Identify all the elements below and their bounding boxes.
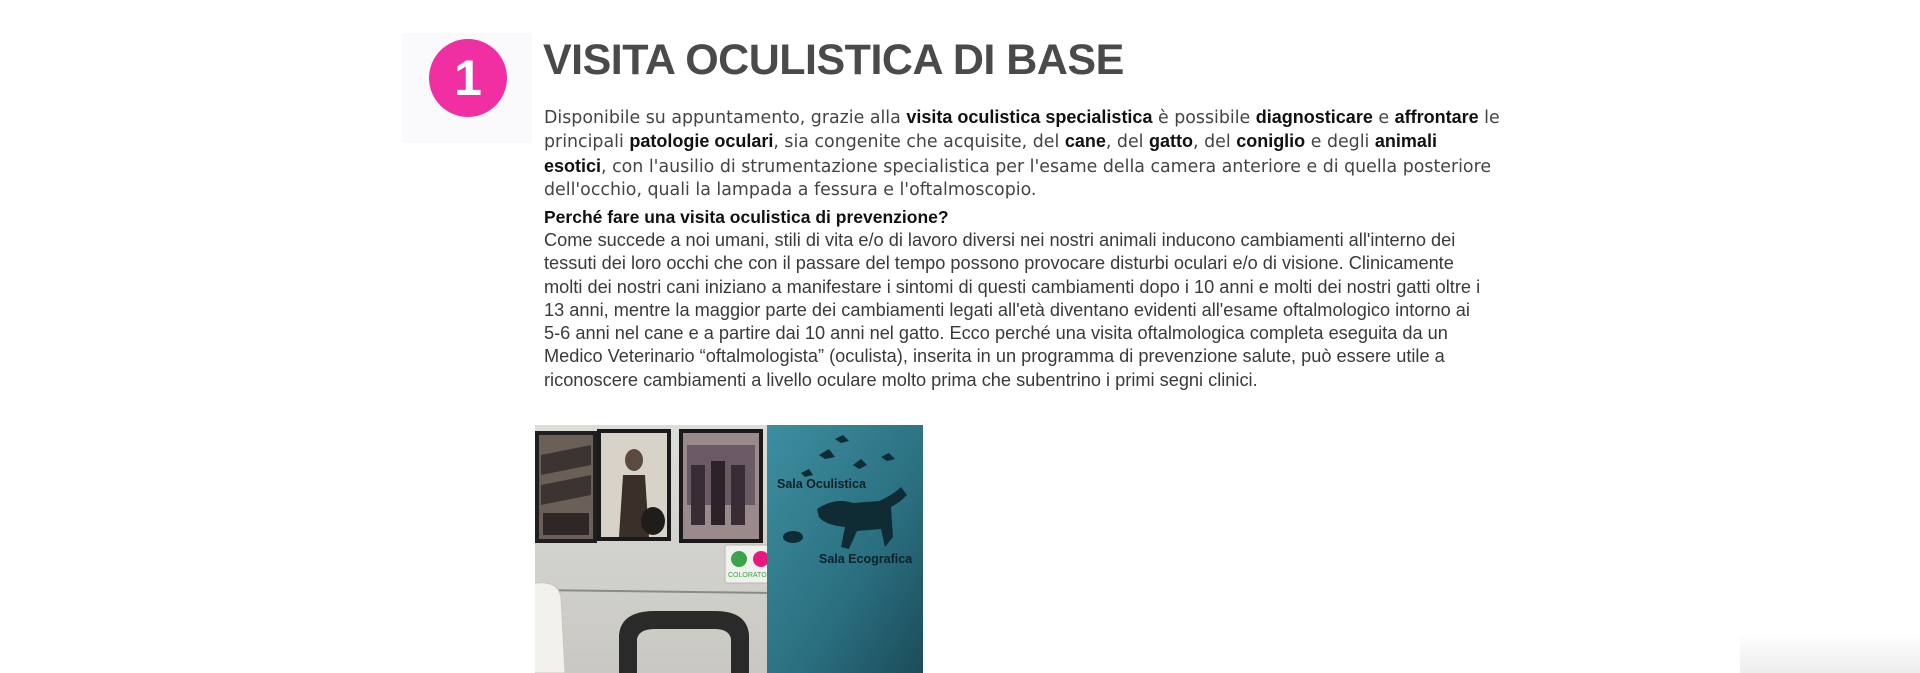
- step-number-box: [402, 33, 532, 143]
- intro-text: , del: [1105, 132, 1150, 153]
- section-question-heading: Perché fare una visita oculistica di prevenzione?: [544, 207, 949, 227]
- intro-bold-term: visita oculistica specialistica: [906, 107, 1153, 127]
- intro-bold-term: affrontare: [1394, 107, 1479, 127]
- intro-bold-term: gatto: [1149, 131, 1194, 152]
- intro-text: , del: [1193, 132, 1237, 153]
- intro-bold-term: patologie oculari: [629, 131, 774, 152]
- intro-bold-term: cane: [1064, 131, 1106, 152]
- intro-text: è possibile: [1152, 108, 1256, 128]
- eye-room-sign: Sala Oculistica: [777, 477, 866, 491]
- page-title: VISITA OCULISTICA DI BASE: [543, 36, 1124, 84]
- intro-text: , sia congenite che acquisite, del: [773, 132, 1065, 153]
- intro-text: Disponibile su appuntamento, grazie alla: [544, 108, 907, 128]
- ultrasound-room-sign: Sala Ecografica: [819, 552, 913, 566]
- section-answer-paragraph: Come succede a noi umani, stili di vita e/o di lavoro diversi nei nostri animali inducono cambiamenti all'interno dei tessuti dei loro occhi che con il passare del tempo possono provocare disturbi oculari e/o di visione. Clinicamente molti dei nostri cani iniziano a manifestare i sintomi di questi cambiamenti dopo i 10 anni e molti dei nostri gatti oltre i 13 anni, mentre la maggior parte dei cambiamenti legati all'età diventano evidenti all'esame oftalmologico intorno ai 5-6 anni nel cane e a partire dai 10 anni nel gatto. Ecco perché una visita oftalmologica completa eseguita da un Medico Veterinario “oftalmologista” (oculista), inserita in un programma di prevenzione salute, può essere utile a riconoscere cambiamenti a livello oculare molto prima che subentrino i primi segni clinici.: [544, 230, 1481, 390]
- clinic-logo-text: COLORATO: [728, 572, 767, 579]
- clinic-hallway-photo: [535, 425, 923, 673]
- step-number-badge: 1: [429, 39, 507, 117]
- intro-text: le principali: [544, 108, 1500, 153]
- intro-text: e degli: [1305, 132, 1375, 153]
- intro-bold-term: diagnosticare: [1255, 107, 1373, 127]
- page-shadow-decoration: [1740, 633, 1920, 673]
- intro-paragraph: [544, 106, 1504, 202]
- intro-bold-term: animali esotici: [544, 131, 1437, 176]
- intro-text: , con l'ausilio di strumentazione specialistica per l'esame della camera anteriore e di quella posteriore dell'occhio, quali la lampada a fessura e l'oftalmoscopio.: [544, 156, 1492, 200]
- intro-text: e: [1372, 108, 1395, 128]
- intro-bold-term: coniglio: [1236, 131, 1306, 152]
